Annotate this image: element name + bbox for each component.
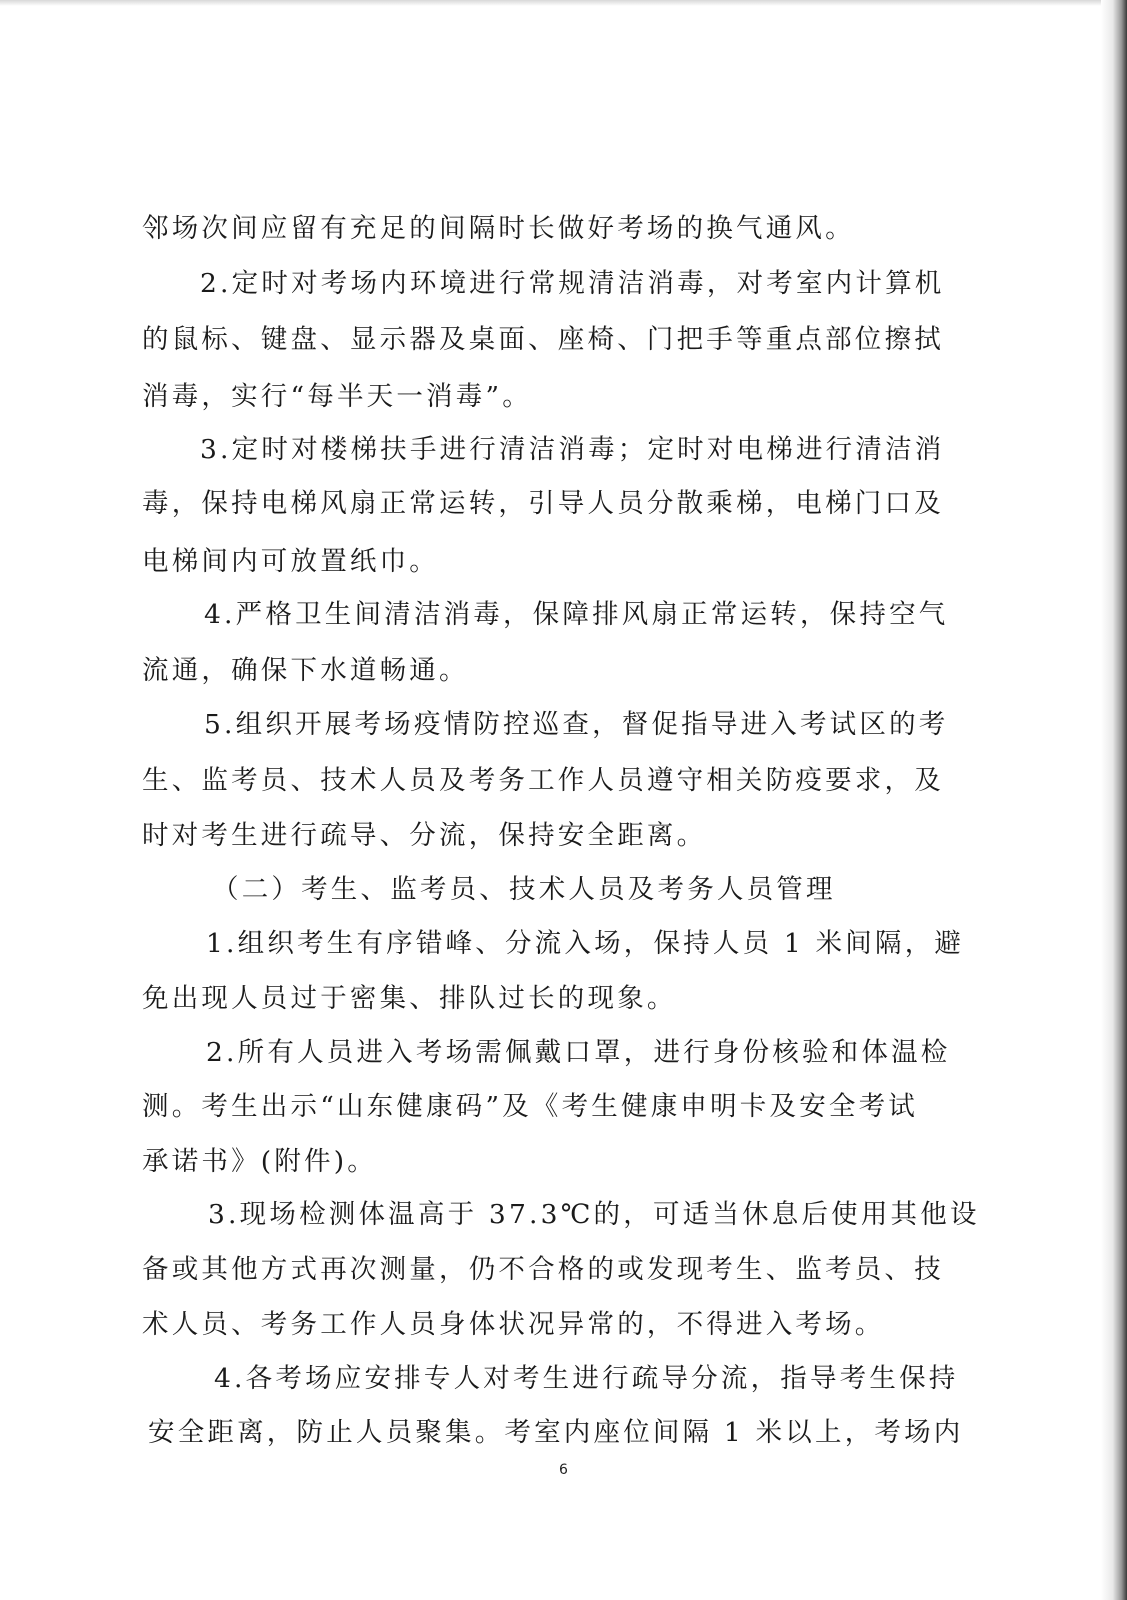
text-line: 3.现场检测体温高于 37.3℃的，可适当休息后使用其他设 (208, 1199, 980, 1230)
text-line: 术人员、考务工作人员身体状况异常的，不得进入考场。 (142, 1309, 885, 1340)
text-line: 2.所有人员进入考场需佩戴口罩，进行身份核验和体温检 (206, 1037, 951, 1068)
text-line: 流通，确保下水道畅通。 (142, 655, 469, 686)
text-line: 免出现人员过于密集、排队过长的现象。 (142, 983, 677, 1014)
text-line: 电梯间内可放置纸巾。 (142, 546, 439, 577)
section-heading: （二）考生、监考员、技术人员及考务人员管理 (212, 874, 836, 905)
scan-edge-right (1101, 0, 1127, 1600)
text-line: 的鼠标、键盘、显示器及桌面、座椅、门把手等重点部位擦拭 (142, 324, 944, 355)
text-line: 生、监考员、技术人员及考务工作人员遵守相关防疫要求，及 (142, 765, 944, 796)
text-line: 毒，保持电梯风扇正常运转，引导人员分散乘梯，电梯门口及 (142, 488, 944, 519)
text-line: 时对考生进行疏导、分流，保持安全距离。 (142, 820, 707, 851)
text-line: 1.组织考生有序错峰、分流入场，保持人员 1 米间隔，避 (206, 928, 965, 959)
text-line: 5.组织开展考场疫情防控巡查，督促指导进入考试区的考 (204, 709, 949, 740)
text-line: 3.定时对楼梯扶手进行清洁消毒；定时对电梯进行清洁消 (200, 434, 945, 465)
text-line: 邻场次间应留有充足的间隔时长做好考场的换气通风。 (142, 213, 855, 244)
text-line: 承诺书》(附件)。 (142, 1146, 377, 1177)
text-line: 4.各考场应安排专人对考生进行疏导分流，指导考生保持 (214, 1363, 959, 1394)
page-number: 6 (559, 1462, 568, 1478)
text-line: 4.严格卫生间清洁消毒，保障排风扇正常运转，保持空气 (204, 599, 949, 630)
text-line: 备或其他方式再次测量，仍不合格的或发现考生、监考员、技 (142, 1254, 944, 1285)
text-line: 消毒，实行“每半天一消毒”。 (142, 381, 532, 412)
text-line: 测。考生出示“山东健康码”及《考生健康申明卡及安全考试 (142, 1091, 918, 1122)
text-line: 2.定时对考场内环境进行常规清洁消毒，对考室内计算机 (200, 268, 945, 299)
text-line: 安全距离，防止人员聚集。考室内座位间隔 1 米以上，考场内 (148, 1417, 964, 1448)
scan-edge-top (0, 0, 1127, 6)
